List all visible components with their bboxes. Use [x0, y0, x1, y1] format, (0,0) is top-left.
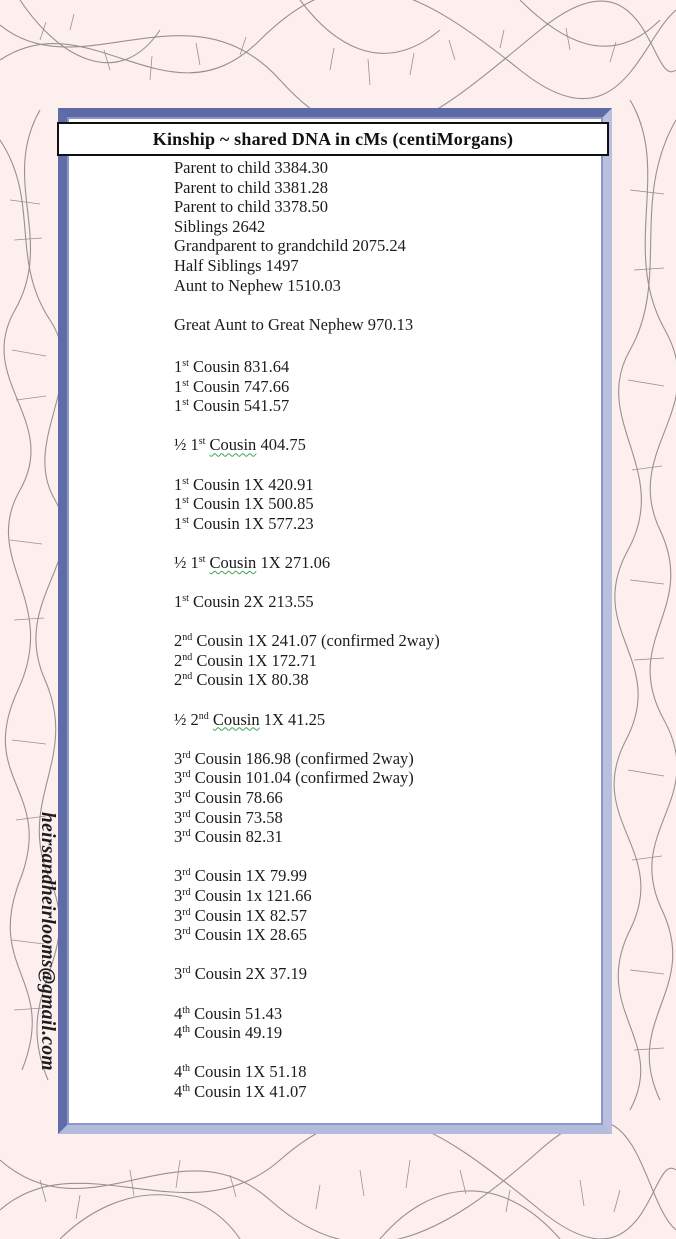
entry-text: Aunt to Nephew 1510.03 [174, 275, 341, 295]
entry-ordinal-suffix: st [182, 397, 189, 409]
kinship-entry [174, 354, 594, 374]
entry-ordinal: ½ 1 [174, 552, 199, 572]
kinship-entry [174, 1059, 594, 1082]
kinship-entry [174, 648, 594, 668]
entry-text: Cousin 1X 420.91 [188, 474, 314, 494]
entry-ordinal-suffix: nd [198, 710, 209, 722]
kinship-entry [174, 883, 594, 903]
blank-line [174, 569, 594, 589]
entry-text: Cousin 1X 241.07 (confirmed 2way) [192, 631, 440, 651]
entry-text: Cousin 49.19 [190, 1023, 283, 1043]
blank-line [174, 942, 594, 962]
blank-line [174, 452, 594, 472]
entry-ordinal: 3 [174, 925, 183, 945]
entry-text: Cousin 186.98 (confirmed 2way) [190, 748, 414, 768]
entry-text: Cousin 747.66 [188, 376, 290, 396]
blank-line [174, 687, 594, 707]
entry-ordinal: ½ 2 [174, 709, 199, 729]
kinship-entry [174, 472, 594, 492]
entry-ordinal-suffix: rd [182, 789, 191, 800]
entry-ordinal: 4 [174, 1003, 183, 1023]
blank-line [174, 1040, 594, 1060]
entry-text: Cousin 1X 82.57 [190, 905, 308, 925]
entry-ordinal-suffix: nd [182, 671, 193, 683]
entry-ordinal: 1 [174, 592, 183, 612]
entry-ordinal-suffix: st [198, 553, 206, 565]
kinship-list [174, 158, 594, 1099]
blank-line [174, 981, 594, 1001]
entry-ordinal: 3 [174, 827, 183, 847]
entry-ordinal: 4 [174, 1062, 183, 1082]
entry-text: Siblings 2642 [174, 216, 266, 236]
blank-line [174, 609, 594, 629]
blank-line [174, 530, 594, 550]
entry-ordinal-suffix: rd [182, 867, 191, 879]
entry-ordinal: 4 [174, 1023, 183, 1043]
entry-ordinal-suffix: rd [182, 769, 191, 781]
entry-ordinal-suffix: rd [182, 886, 191, 898]
entry-ordinal-suffix: st [182, 475, 189, 487]
spellcheck-underlined-word: Cousin [209, 552, 257, 572]
entry-ordinal-suffix: rd [182, 828, 191, 840]
entry-ordinal-suffix: rd [182, 749, 191, 761]
entry-text: Cousin 541.57 [188, 396, 290, 416]
entry-ordinal: 3 [174, 866, 183, 886]
entry-ordinal: 3 [174, 788, 183, 807]
entry-text: Parent to child 3381.28 [174, 177, 328, 197]
kinship-entry [174, 961, 594, 984]
entry-text: 404.75 [256, 435, 306, 455]
kinship-entry [174, 511, 594, 531]
entry-ordinal-suffix: rd [182, 965, 191, 977]
entry-ordinal-suffix: nd [182, 651, 193, 663]
blank-line [174, 413, 594, 433]
kinship-entry [174, 824, 594, 847]
entry-text: Cousin 78.66 [190, 788, 283, 807]
kinship-entry [174, 197, 594, 217]
entry-ordinal-suffix: st [182, 495, 189, 507]
entry-text: Parent to child 3378.50 [174, 197, 328, 217]
blank-line [174, 334, 594, 354]
kinship-entry [174, 667, 594, 690]
entry-text: Cousin 1X 577.23 [188, 513, 314, 533]
entry-ordinal: 1 [174, 356, 183, 376]
entry-ordinal-suffix: th [182, 1063, 191, 1075]
blank-line [174, 844, 594, 864]
entry-ordinal: 1 [174, 494, 183, 514]
entry-text: Cousin 1X 172.71 [192, 650, 317, 670]
entry-ordinal-suffix: st [182, 514, 189, 526]
blank-line [174, 726, 594, 746]
kinship-entry [174, 1001, 594, 1021]
kinship-entry [174, 256, 594, 276]
entry-text: Cousin 2X 37.19 [190, 964, 308, 984]
entry-text: Cousin 73.58 [190, 807, 283, 827]
kinship-entry [174, 707, 594, 727]
entry-ordinal: 1 [174, 396, 183, 416]
email-watermark: heirsandheirlooms@gmail.com [37, 812, 58, 1071]
entry-ordinal-suffix: st [182, 593, 189, 605]
entry-ordinal-suffix: th [182, 1082, 191, 1094]
title-text: Kinship ~ shared DNA in cMs (centiMorgans) [152, 128, 514, 149]
entry-ordinal: 1 [174, 474, 183, 494]
kinship-entry [174, 178, 594, 198]
kinship-entry [174, 315, 594, 335]
entry-ordinal: 2 [174, 631, 183, 651]
kinship-entry [174, 158, 594, 178]
kinship-entry [174, 922, 594, 945]
spellcheck-underlined-word: Cousin [212, 709, 260, 729]
entry-ordinal: 3 [174, 768, 183, 788]
entry-text: Cousin 101.04 (confirmed 2way) [190, 768, 414, 788]
kinship-entry [174, 236, 594, 256]
kinship-entry [174, 491, 594, 514]
entry-ordinal: 3 [174, 905, 183, 925]
kinship-entry [174, 903, 594, 923]
entry-ordinal-suffix: rd [182, 926, 191, 938]
entry-ordinal: 3 [174, 807, 183, 827]
entry-text: 1X 271.06 [256, 552, 331, 572]
kinship-entry [174, 805, 594, 825]
entry-ordinal-suffix: st [182, 357, 189, 369]
kinship-entry [174, 589, 594, 612]
entry-ordinal: 1 [174, 376, 183, 396]
kinship-entry [174, 746, 594, 766]
entry-text: Cousin 1X 41.07 [190, 1081, 307, 1101]
page-title [57, 122, 609, 156]
entry-ordinal-suffix: nd [182, 632, 193, 644]
kinship-entry [174, 628, 594, 651]
entry-text: Cousin 1X 51.18 [190, 1062, 307, 1082]
entry-ordinal-suffix: th [182, 1024, 191, 1036]
kinship-entry [174, 765, 594, 788]
kinship-entry [174, 863, 594, 886]
kinship-entry [174, 432, 594, 455]
kinship-entry [174, 550, 594, 570]
entry-text: Cousin 831.64 [188, 356, 290, 376]
entry-text: Cousin 82.31 [190, 827, 283, 847]
entry-ordinal: 2 [174, 670, 183, 690]
spellcheck-underlined-word: Cousin [209, 435, 257, 455]
entry-ordinal: 3 [174, 748, 183, 768]
kinship-entry [174, 1079, 594, 1099]
entry-text: Grandparent to grandchild 2075.24 [174, 236, 406, 256]
entry-ordinal: ½ 1 [174, 435, 199, 455]
kinship-entry [174, 217, 594, 237]
entry-text: Half Siblings 1497 [174, 255, 299, 275]
kinship-entry [174, 1020, 594, 1043]
entry-ordinal-suffix: rd [182, 808, 191, 820]
kinship-entry [174, 393, 594, 416]
entry-text: Cousin 1x 121.66 [190, 885, 312, 905]
entry-text: Cousin 1X 79.99 [190, 866, 308, 886]
kinship-entry [174, 276, 594, 296]
entry-text: Great Aunt to Great Nephew 970.13 [174, 314, 414, 334]
entry-ordinal: 2 [174, 650, 183, 670]
kinship-entry [174, 374, 594, 394]
entry-ordinal-suffix: st [198, 436, 206, 448]
entry-text: Parent to child 3384.30 [174, 158, 328, 177]
blank-line [174, 295, 594, 315]
entry-ordinal: 3 [174, 964, 183, 984]
kinship-entry [174, 785, 594, 805]
entry-ordinal-suffix: rd [182, 906, 191, 918]
entry-ordinal-suffix: st [182, 377, 189, 389]
entry-ordinal: 4 [174, 1081, 183, 1101]
entry-text: Cousin 1X 28.65 [190, 925, 308, 945]
entry-text: 1X 41.25 [259, 709, 326, 729]
entry-text: Cousin 51.43 [190, 1003, 283, 1023]
entry-text: Cousin 2X 213.55 [188, 592, 314, 612]
entry-ordinal: 3 [174, 885, 183, 905]
entry-text: Cousin 1X 80.38 [192, 670, 309, 690]
entry-text: Cousin 1X 500.85 [188, 494, 314, 514]
entry-ordinal-suffix: th [182, 1004, 191, 1016]
entry-ordinal: 1 [174, 513, 183, 533]
